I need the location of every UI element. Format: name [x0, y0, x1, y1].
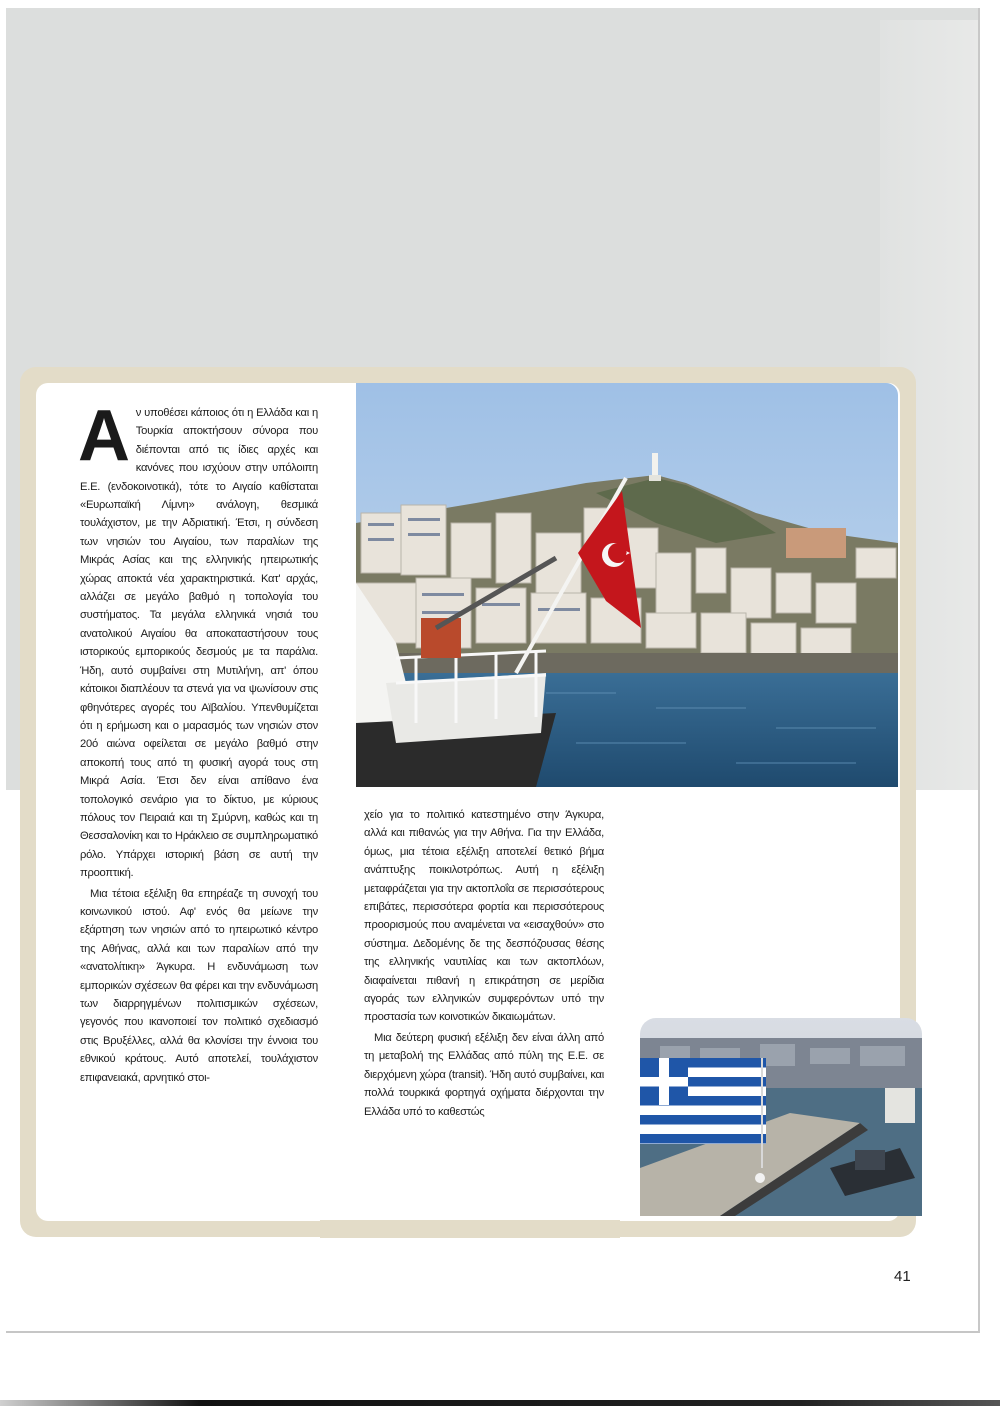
- harbour-photo-turkish-flag: [356, 383, 898, 787]
- article-paragraph-2: Μια τέτοια εξέλιξη θα επηρέαζε τη συνοχή του κοινωνικού ιστού. Αφ' ενός θα μείωνε την εξάρτηση των νησιών από το ηπειρωτικό κέντρο της Αθήνας, αλλά και των παραλίων από την «ανατολίτικη» Άγκυρα. Η ενδυνάμωση των εμπορικών σχέσεων θα φέρει και την ενδυνάμωση των διαρρηγμένων πολιτισμικών σχέσεων, γεγονός που ικανοποιεί τον πολιτικό σχεδιασμό στις Βρυξέλλες, αλλά θα κλονίσει την έννοια του εθνικού κράτους. Αυτό αποτελεί, τουλάχιστον επιφανειακά, αρνητικό στοι-: [80, 887, 318, 1084]
- pier-photo-greek-flag: [640, 1018, 922, 1216]
- scan-bottom-edge: [0, 1400, 1000, 1406]
- article-paragraph-1: [78, 396, 318, 883]
- drop-cap: Α: [78, 396, 130, 476]
- page-number: 41: [894, 1268, 911, 1285]
- paragraph-1-text: ν υποθέσει κάποιος ότι η Ελλάδα και η Τουρκία αποκτήσουν σύνορα που διέπονται από τις ίδιες αρχές και κανόνες που ισχύουν στην υπόλοιπη Ε.Ε. (ενδοκοινοτικά), τότε το Αιγαίο καθίσταται «Ευρωπαϊκή Λίμνη» ανάλογη, θεσμικά τουλάχιστον, με την Αδριατική. Έτσι, η σύνδεση των νησιών του Αιγαίου, των παραλίων της Μικράς Ασίας και της ελληνικής ηπειρωτικής χώρας αποκτά νέα χαρακτηριστικά. Κατ' αρχάς, αλλάζει σε μεγάλο βαθμό η τοπολογία του συστήματος. Τα μεγάλα ελληνικά νησιά του ανατολικού Αιγαίου θα αποκαταστήσουν τους ιστορικούς εμπορικούς δεσμούς με τα παράλια. Ήδη, αυτό συμβαίνει στη Μυτιλήνη, απ' όπου κάτοικοι διαπλέουν τα στενά για να ψωνίσουν στις φθηνότερες αγορές του Αϊβαλίου. Υπενθυμίζεται ότι η ερήμωση και ο μαρασμός των νησιών στον 20ό αιώνα οφείλεται σε μεγάλο βαθμό στην αποκοπή τους από τη φυσική αγορά τους στη Μικρά Ασία. Έτσι δεν είναι απίθανο ένα τοπολογικό σενάριο για το δίκτυο, με κύριους πόλους τον Πειραιά και τη Σμύρνη, καθώς και τη Θεσσαλονίκη και το Ηράκλειο σε συμπληρωματικό ρόλο. Υπάρχει ιστορική βάση σε αυτή την προοπτική.: [80, 407, 318, 880]
- article-paragraph-4: Μια δεύτερη φυσική εξέλιξη δεν είναι άλλη από τη μεταβολή της Ελλάδας από πύλη της Ε.Ε. σε διερχόμενη χώρα (transit). Ήδη αυτό συμβαίνει, και πολλά τουρκικά φορτηγά οχήματα διέρχονται την Ελλάδα υπό το καθεστώς: [364, 1031, 604, 1118]
- article-column-1: [78, 396, 318, 1234]
- article-paragraph-3: χείο για το πολιτικό κατεστημένο στην Άγκυρα, αλλά και πιθανώς για την Αθήνα. Για την Ελλάδα, όμως, μια τέτοια εξέλιξη αποτελεί θετικό βήμα ανάπτυξης ποικιλοτρόπως. Αυτή η εξέλιξη μεταφράζεται για την ακτοπλοΐα σε περισσότερους επιβάτες, περισσότερα φορτία και περισσότερους προορισμούς που αναμένεται να «εισαχθούν» στο σύστημα. Δεδομένης δε της δεσπόζουσας θέσης της ελληνικής ναυτιλίας και των ακτοπλόων, διαφαίνεται πιθανή η επικράτηση σε μερίδια αγοράς των ελληνικών συμφερόντων υπό την προστασία των κοινοτικών δικαιωμάτων.: [364, 809, 604, 1024]
- article-column-2: [364, 806, 604, 1224]
- harbour-photo-svg: [356, 383, 898, 787]
- pier-photo-svg: [640, 1018, 922, 1216]
- greek-flag-icon: [640, 1058, 766, 1144]
